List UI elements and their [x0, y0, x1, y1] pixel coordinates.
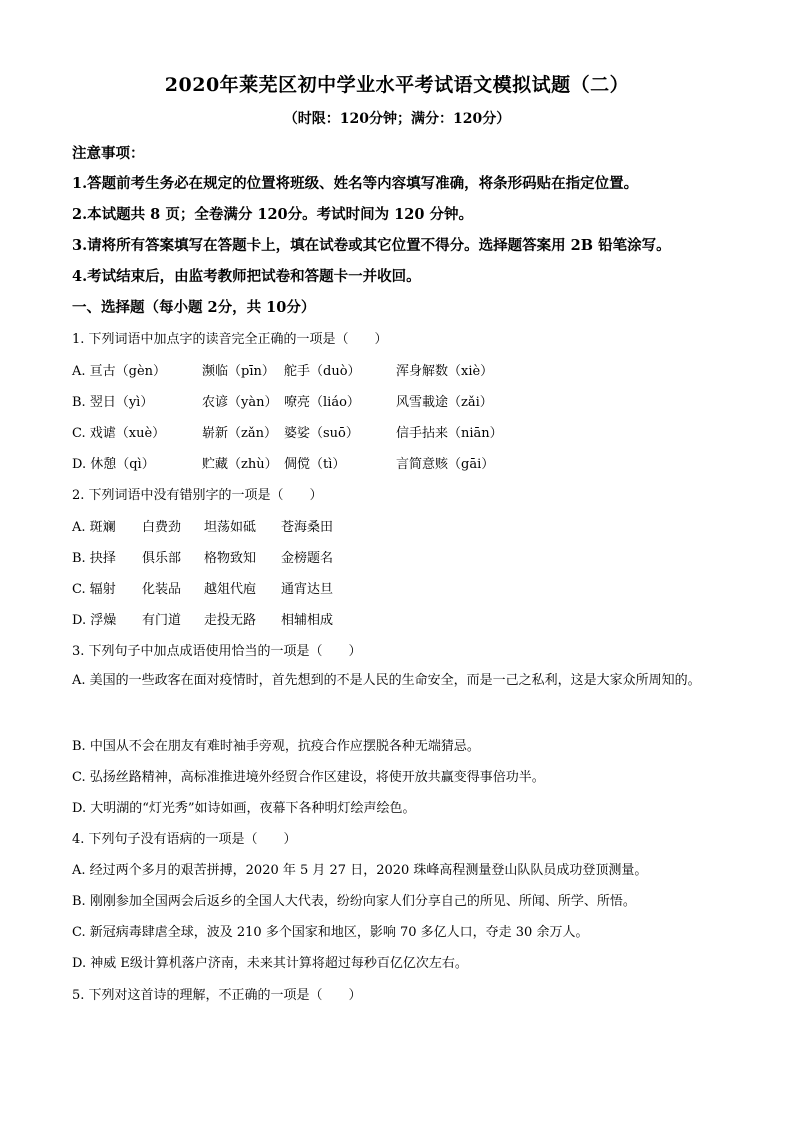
option-word: 越俎代庖 [204, 582, 257, 597]
notice-heading: 注意事项： [72, 145, 145, 162]
option-word: A. 亘古（gèn） [72, 364, 167, 379]
option-word: 浑身解数（xiè） [396, 364, 494, 379]
option-word: C. 戏谑（xuè） [72, 426, 166, 441]
option-word: 坦荡如砥 [204, 520, 257, 535]
question-5-stem: 5. 下列对这首诗的理解，不正确的一项是（ ） [72, 988, 362, 1003]
notice-item-4: 4.考试结束后，由监考教师把试卷和答题卡一并收回。 [72, 268, 421, 285]
question-4-option-a: A. 经过两个多月的艰苦拼搏，2020 年 5 月 27 日，2020 珠峰高程测量登山队队员成功登顶测量。 [72, 863, 648, 878]
question-4-option-b: B. 刚刚参加全国两会后返乡的全国人大代表，纷纷向家人们分享自己的所见、所闻、所学、所悟。 [72, 894, 636, 909]
question-4-option-d: D. 神威 E级计算机落户济南，未来其计算将超过每秒百亿亿次左右。 [72, 956, 468, 971]
option-word: 走投无路 [204, 613, 257, 628]
option-word: 崭新（zǎn） [202, 426, 277, 441]
section-heading: 一、选择题（每小题 2分，共 10分） [72, 299, 316, 316]
option-word: 舵手（duò） [284, 364, 361, 379]
notice-item-2: 2.本试题共 8 页；全卷满分 120分。考试时间为 120 分钟。 [72, 206, 473, 223]
question-1-option-c [72, 422, 732, 442]
question-3-option-c: C. 弘扬丝路精神，高标准推进境外经贸合作区建设，将使开放共赢变得事倍功半。 [72, 770, 545, 785]
option-word: 信手拈来（niān） [396, 426, 503, 441]
option-word: 言简意赅（gāi） [396, 457, 495, 472]
notice-item-1: 1.答题前考生务必在规定的位置将班级、姓名等内容填写准确，将条形码贴在指定位置。 [72, 175, 639, 192]
question-1-option-d [72, 453, 732, 473]
option-word: 通宵达旦 [281, 582, 334, 597]
option-word: 嘹亮（liáo） [284, 395, 360, 410]
question-4-option-c: C. 新冠病毒肆虐全球，波及 210 多个国家和地区，影响 70 多亿人口，夺走 30 余万人。 [72, 925, 589, 940]
question-2-option-c [72, 578, 732, 598]
question-1-option-a [72, 360, 732, 380]
question-2-option-a [72, 516, 732, 536]
option-word: B. 翌日（yì） [72, 395, 154, 410]
question-4-stem: 4. 下列句子没有语病的一项是（ ） [72, 832, 297, 847]
option-word: A. 斑斓 [72, 520, 116, 535]
question-1-option-b [72, 391, 732, 411]
option-word: 有门道 [142, 613, 182, 628]
question-1-stem: 1. 下列词语中加点字的读音完全正确的一项是（ ） [72, 332, 388, 347]
option-word: 风雪載途（zǎi） [396, 395, 493, 410]
option-word: 农谚（yàn） [202, 395, 278, 410]
option-word: 贮藏（zhù） [202, 457, 278, 472]
page-title: 2020年莱芜区初中学业水平考试语文模拟试题（二） [164, 74, 630, 96]
option-word: D. 休憩（qì） [72, 457, 155, 472]
exam-time-limit: （时限：120分钟；满分：120分） [283, 111, 511, 127]
question-3-option-b: B. 中国从不会在朋友有难时袖手旁观，抗疫合作应摆脱各种无端猜忌。 [72, 739, 480, 754]
option-word: 婆娑（suō） [284, 426, 359, 441]
option-word: 倜傥（tì） [284, 457, 346, 472]
option-word: 相辅相成 [281, 613, 334, 628]
option-word: 俱乐部 [142, 551, 182, 566]
question-2-option-d [72, 609, 732, 629]
option-word: 苍海桑田 [281, 520, 334, 535]
question-3-option-a: A. 美国的一些政客在面对疫情时，首先想到的不是人民的生命安全，而是一己之私利，这是大家众所周知的。 [72, 673, 701, 688]
option-word: 格物致知 [204, 551, 257, 566]
question-3-stem: 3. 下列句子中加点成语使用恰当的一项是（ ） [72, 644, 362, 659]
option-word: C. 辐射 [72, 582, 116, 597]
option-word: B. 抉择 [72, 551, 116, 566]
option-word: 金榜题名 [281, 551, 334, 566]
question-2-stem: 2. 下列词语中没有错别字的一项是（ ） [72, 488, 323, 503]
option-word: 濒临（pīn） [202, 364, 275, 379]
option-word: 化装品 [142, 582, 182, 597]
question-3-option-d: D. 大明湖的“灯光秀”如诗如画，夜幕下各种明灯绘声绘色。 [72, 801, 416, 816]
option-word: D. 浮燥 [72, 613, 117, 628]
notice-item-3: 3.请将所有答案填写在答题卡上，填在试卷或其它位置不得分。选择题答案用 2B 铅笔涂写。 [72, 237, 671, 254]
question-2-option-b [72, 547, 732, 567]
option-word: 白费劲 [142, 520, 182, 535]
